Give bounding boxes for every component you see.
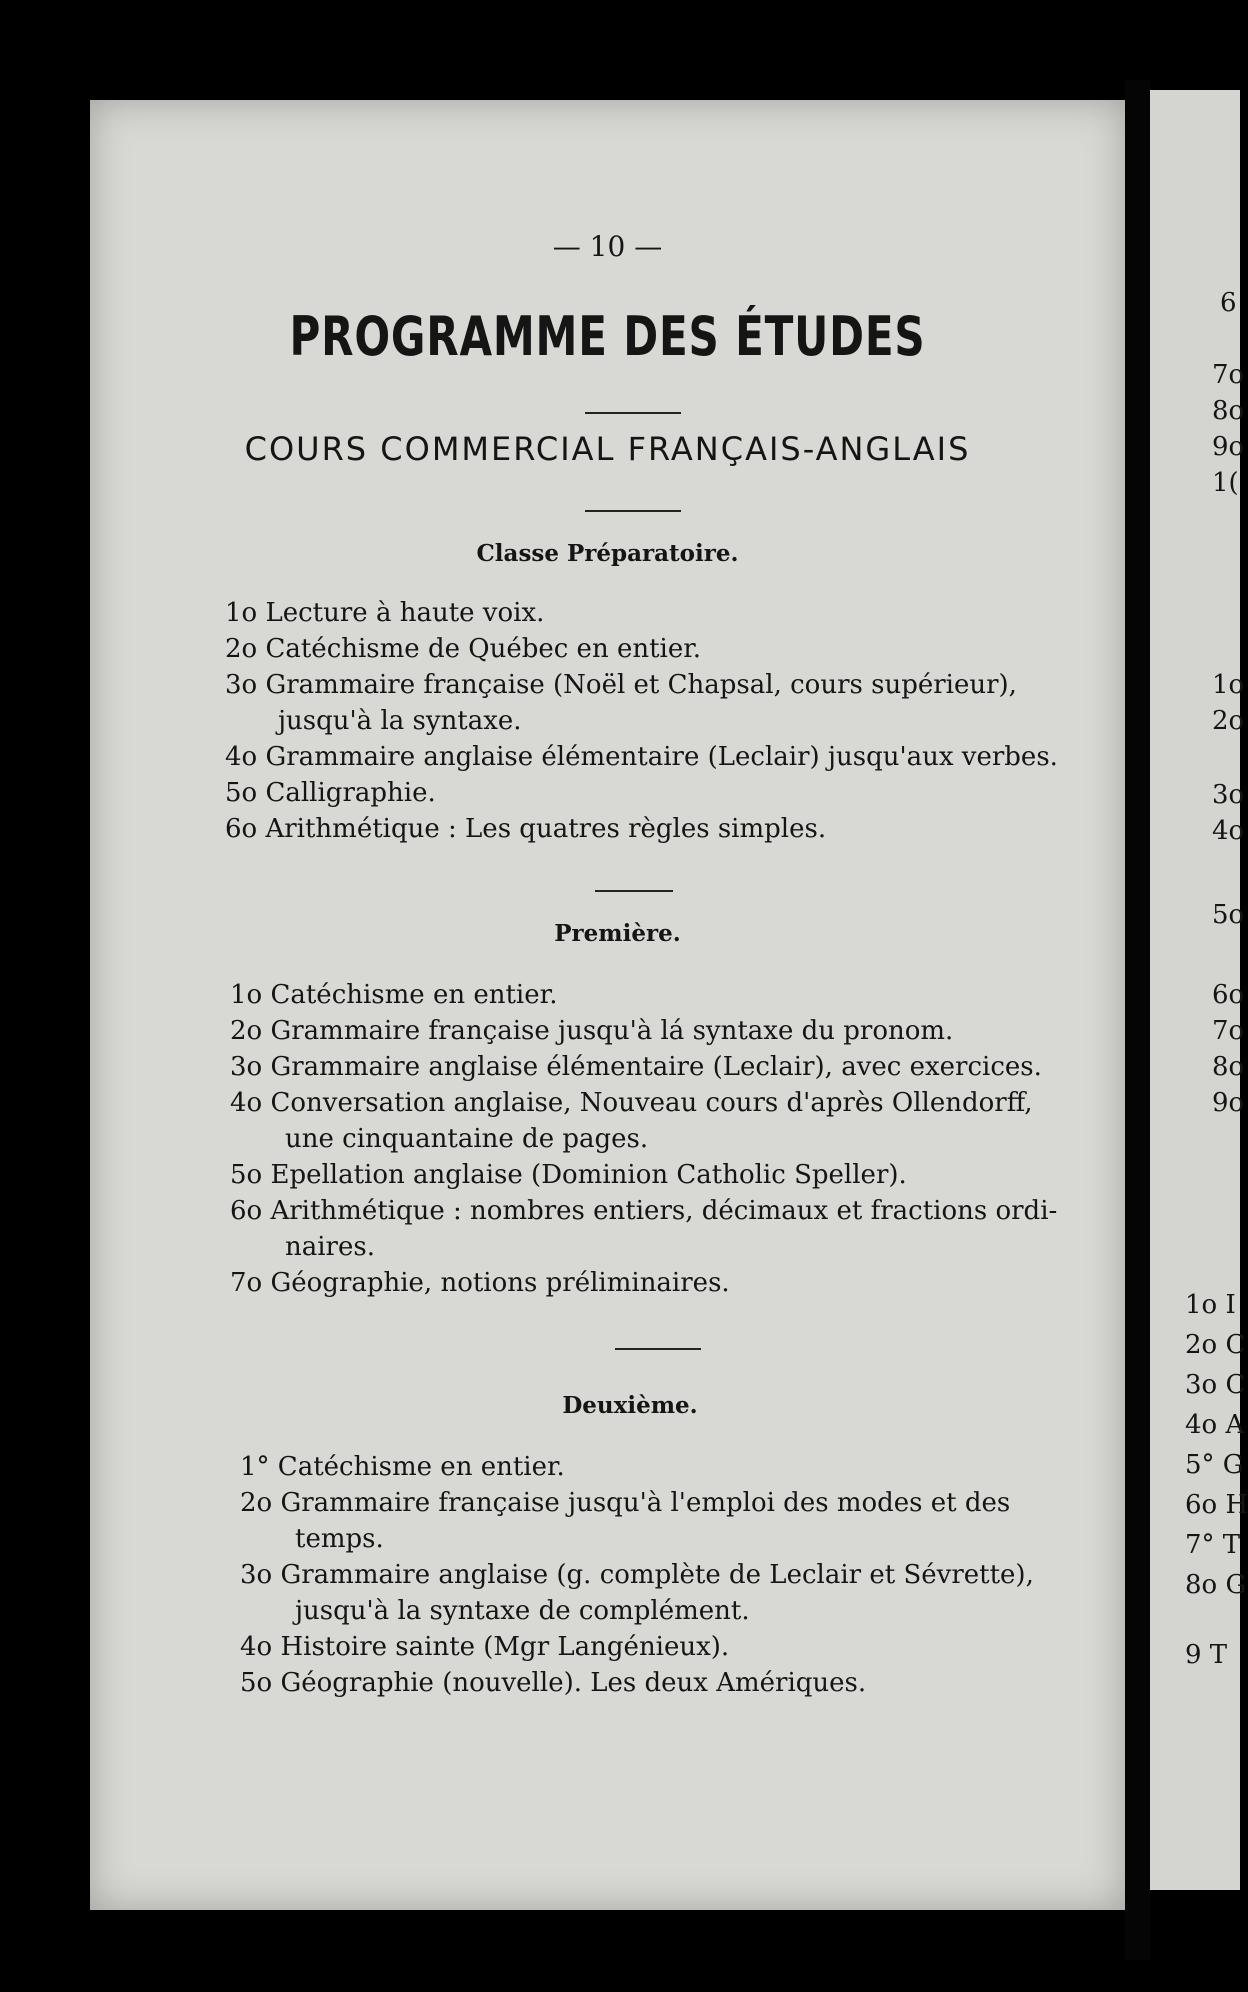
fragment-line: 2o C — [1185, 1330, 1246, 1360]
list-item: 1o Catéchisme en entier. — [230, 980, 558, 1010]
fragment-line: 1o I — [1185, 1290, 1236, 1320]
list-item: 2o Grammaire française jusqu'à l'emploi des modes et des — [240, 1488, 1011, 1518]
fragment-line: 5° G — [1185, 1450, 1244, 1480]
fragment-line: 7o — [1212, 360, 1245, 390]
fragment-line: 8o — [1212, 1052, 1245, 1082]
list-item: 6o Arithmétique : nombres entiers, décimaux et fractions ordi- — [230, 1196, 1058, 1226]
section-heading-deuxieme: Deuxième. — [562, 1392, 698, 1419]
adjacent-page-fragment — [1150, 90, 1248, 1890]
fragment-line: 5o — [1212, 900, 1245, 930]
page-title: PROGRAMME DES ÉTUDES — [289, 305, 926, 368]
fragment-line: 6o — [1212, 980, 1245, 1010]
list-item: 4o Conversation anglaise, Nouveau cours d'après Ollendorff, — [230, 1088, 1033, 1118]
list-item-continuation: jusqu'à la syntaxe. — [278, 706, 522, 736]
fragment-line: 6 — [1220, 288, 1237, 318]
list-item: 4o Grammaire anglaise élémentaire (Leclair) jusqu'aux verbes. — [225, 742, 1058, 772]
list-item-continuation: une cinquantaine de pages. — [285, 1124, 649, 1154]
list-item: 1° Catéchisme en entier. — [240, 1452, 565, 1482]
fragment-line: 9o — [1212, 432, 1245, 462]
section-heading-preparatoire: Classe Préparatoire. — [476, 540, 739, 567]
section-heading-premiere: Première. — [554, 920, 681, 947]
list-item: 2o Grammaire française jusqu'à lá syntaxe du pronom. — [230, 1016, 954, 1046]
fragment-line: 4o — [1212, 816, 1245, 846]
list-item-continuation: jusqu'à la syntaxe de complément. — [295, 1596, 750, 1626]
fragment-line: 2o — [1212, 706, 1245, 736]
fragment-line: 8o G — [1185, 1570, 1247, 1600]
book-gutter — [1125, 80, 1150, 1960]
fragment-line: 3o — [1212, 780, 1245, 810]
list-item: 1o Lecture à haute voix. — [225, 598, 545, 628]
fragment-line: 6o H — [1185, 1490, 1248, 1520]
list-item: 5o Epellation anglaise (Dominion Catholic Speller). — [230, 1160, 907, 1190]
list-item: 4o Histoire sainte (Mgr Langénieux). — [240, 1632, 730, 1662]
fragment-line: 3o C — [1185, 1370, 1246, 1400]
list-item-continuation: naires. — [285, 1232, 375, 1262]
section-rule — [615, 1348, 701, 1350]
fragment-line: 7o — [1212, 1016, 1245, 1046]
page-subtitle: COURS COMMERCIAL FRANÇAIS-ANGLAIS — [244, 430, 971, 468]
list-item: 3o Grammaire anglaise élémentaire (Leclair), avec exercices. — [230, 1052, 1042, 1082]
fragment-line: 1o — [1212, 670, 1245, 700]
fragment-line: 9o — [1212, 1088, 1245, 1118]
list-item: 5o Calligraphie. — [225, 778, 436, 808]
book-page — [90, 100, 1125, 1910]
fragment-line: 7° T — [1185, 1530, 1241, 1560]
page-number: — 10 — — [552, 230, 663, 263]
list-item: 3o Grammaire anglaise (g. complète de Leclair et Sévrette), — [240, 1560, 1034, 1590]
list-item: 6o Arithmétique : Les quatres règles simples. — [225, 814, 827, 844]
fragment-line: 1( — [1212, 468, 1239, 498]
fragment-line: 9 T — [1185, 1640, 1228, 1670]
fragment-line: 4o A — [1185, 1410, 1245, 1440]
fragment-line: 8o — [1212, 396, 1245, 426]
list-item: 2o Catéchisme de Québec en entier. — [225, 634, 702, 664]
section-rule — [595, 890, 673, 892]
list-item-continuation: temps. — [295, 1524, 384, 1554]
subtitle-rule — [585, 510, 681, 512]
list-item: 5o Géographie (nouvelle). Les deux Amériques. — [240, 1668, 867, 1698]
list-item: 7o Géographie, notions préliminaires. — [230, 1268, 730, 1298]
title-rule — [585, 412, 681, 414]
list-item: 3o Grammaire française (Noël et Chapsal, cours supérieur), — [225, 670, 1017, 700]
